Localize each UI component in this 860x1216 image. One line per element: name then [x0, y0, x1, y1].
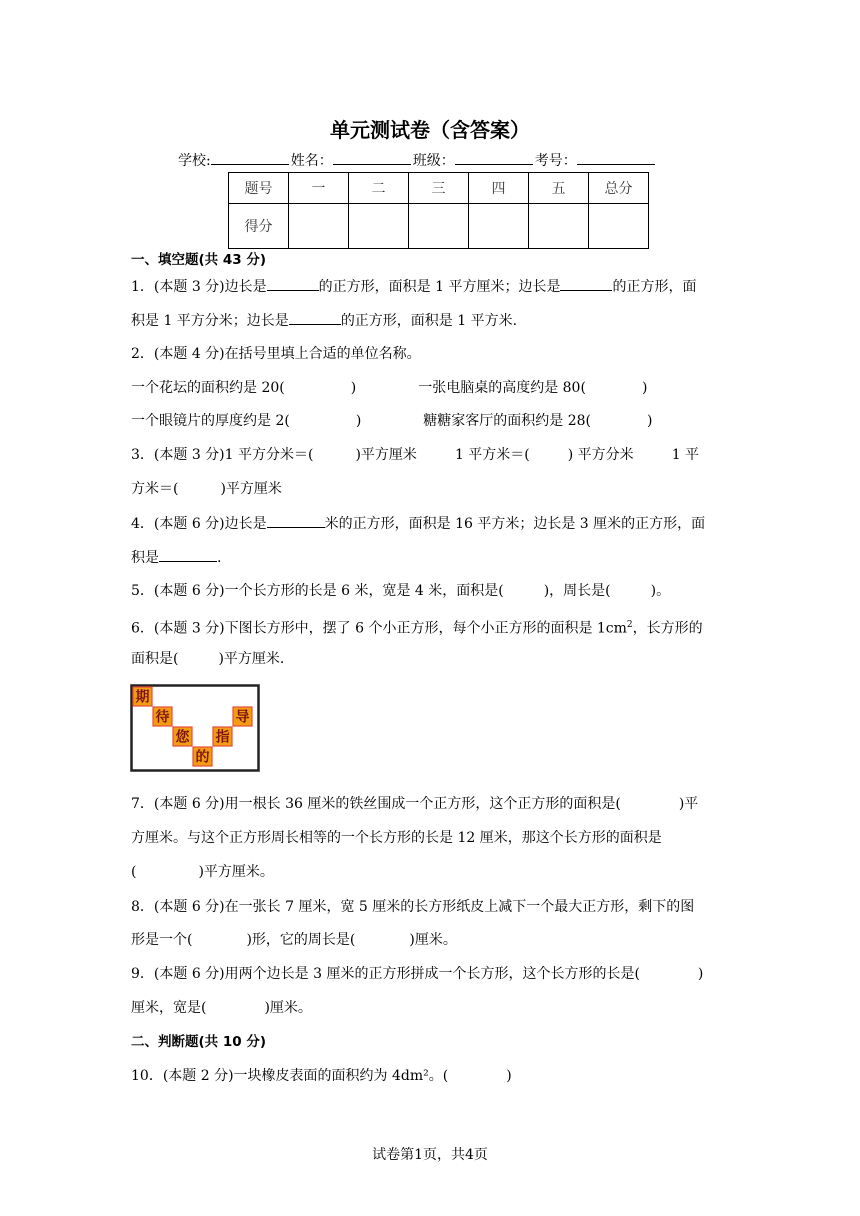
q2-text: )	[641, 380, 648, 396]
square-char: 待	[155, 709, 170, 726]
question-9-line-1	[131, 964, 731, 984]
score-table-header-cell: 二	[349, 173, 409, 204]
q6-text: )平方厘米.	[218, 651, 285, 667]
question-6-line-1	[131, 615, 731, 639]
q3-text: 1 平方米＝(	[454, 447, 530, 463]
q5-text: )。	[650, 583, 671, 599]
score-cell[interactable]	[409, 204, 469, 249]
q2-text: 一张电脑桌的高度约是 80(	[418, 380, 586, 396]
q9-text: )	[697, 966, 704, 982]
superscript: 2	[626, 620, 633, 630]
q4-text: 4．(本题 6 分)边长是	[131, 516, 267, 532]
rectangle-figure	[130, 684, 260, 772]
answer-blank[interactable]	[289, 310, 341, 325]
page-footer: 试卷第1页，共4页	[372, 1147, 488, 1163]
q2-text: )	[350, 380, 357, 396]
question-3-line-1	[131, 445, 731, 465]
q4-text: 米的正方形，面积是 16 平方米；边长是 3 厘米的正方形，面	[324, 516, 706, 532]
q1-text: 积是 1 平方分米；边长是	[131, 313, 289, 329]
exam-no-blank[interactable]	[577, 150, 655, 165]
answer-blank[interactable]	[159, 547, 217, 562]
q2-text: 一个花坛的面积约是 20(	[131, 380, 285, 396]
score-cell[interactable]	[529, 204, 589, 249]
q9-text: 厘米，宽是(	[131, 1000, 207, 1016]
class-label: 班级：	[412, 153, 455, 169]
q10-text: 10．(本题 2 分)一块橡皮表面的面积约为 4dm²。(	[131, 1068, 449, 1084]
q2-text: 糖糖家客厅的面积约是 28(	[423, 413, 592, 429]
section-heading-true-false: 二、判断题(共 10 分)	[131, 1034, 267, 1050]
score-table-header-row	[229, 173, 649, 204]
square-char: 的	[195, 749, 210, 766]
q3-text: 3．(本题 3 分)1 平方分米＝(	[131, 447, 314, 463]
question-2-line-1	[131, 378, 731, 398]
q5-text: )，周长是(	[543, 583, 611, 599]
answer-blank[interactable]	[560, 276, 612, 291]
q10-text: )	[506, 1068, 512, 1084]
answer-blank[interactable]	[267, 276, 319, 291]
q4-text: .	[217, 550, 222, 566]
question-8-line-1: 8．(本题 6 分)在一张长 7 厘米，宽 5 厘米的长方形纸皮上减下一个最大正方形，剩下的图	[131, 899, 695, 915]
q9-text: 9．(本题 6 分)用两个边长是 3 厘米的正方形拼成一个长方形，这个长方形的长是(	[131, 966, 640, 982]
q1-text: 的正方形，面	[612, 279, 697, 295]
q3-text: )平方厘米	[220, 481, 282, 497]
score-cell[interactable]	[349, 204, 409, 249]
question-7-line-1	[131, 794, 731, 814]
question-6-line-2	[131, 649, 731, 669]
question-8-line-2	[131, 930, 731, 950]
question-1-line-1	[131, 276, 731, 297]
score-table-header-cell: 五	[529, 173, 589, 204]
question-10	[131, 1066, 731, 1086]
q3-text: )平方厘米	[355, 447, 417, 463]
name-blank[interactable]	[333, 150, 411, 165]
answer-blank[interactable]	[267, 513, 325, 528]
question-2-stem: 2．(本题 4 分)在括号里填上合适的单位名称。	[131, 346, 421, 362]
question-4-line-2	[131, 547, 731, 568]
q2-text: )	[355, 413, 362, 429]
school-label: 学校:	[178, 153, 211, 169]
question-7-line-2: 方厘米。与这个正方形周长相等的一个长方形的长是 12 厘米，那这个长方形的面积是	[131, 830, 662, 846]
q1-text: 1．(本题 3 分)边长是	[131, 279, 267, 295]
score-cell[interactable]	[289, 204, 349, 249]
score-table-header-cell: 三	[409, 173, 469, 204]
question-7-line-3	[131, 862, 731, 882]
question-2-line-2	[131, 411, 731, 431]
square-char: 导	[235, 709, 250, 726]
section-heading-fill-in: 一、填空题(共 43 分)	[131, 252, 267, 268]
q2-text: )	[647, 413, 653, 429]
score-table-score-row	[229, 204, 649, 249]
q9-text: )厘米。	[264, 1000, 312, 1016]
score-table-header-cell: 总分	[589, 173, 649, 204]
square-char: 指	[215, 729, 230, 746]
page-title: 单元测试卷（含答案）	[330, 118, 530, 142]
q8-text: 形是一个(	[131, 932, 193, 948]
question-1-line-2	[131, 310, 731, 331]
q7-text: )平	[678, 796, 699, 812]
score-table-header-cell: 一	[289, 173, 349, 204]
question-5	[131, 581, 731, 601]
q4-text: 积是	[131, 550, 159, 566]
score-table-header-cell: 四	[469, 173, 529, 204]
score-cell[interactable]	[469, 204, 529, 249]
score-cell[interactable]	[589, 204, 649, 249]
exam-no-label: 考号：	[534, 153, 577, 169]
name-label: 姓名：	[290, 153, 333, 169]
question-4-line-1	[131, 513, 731, 534]
q6-text: ，长方形的	[632, 620, 703, 637]
score-table-header-cell: 题号	[229, 173, 289, 204]
q1-text: 的正方形，面积是 1 平方厘米；边长是	[318, 279, 561, 295]
q6-text: 面积是(	[131, 651, 179, 667]
q6-text: 6．(本题 3 分)下图长方形中，摆了 6 个小正方形，每个小正方形的面积是 1cm	[131, 620, 627, 637]
q1-text: 的正方形，面积是 1 平方米.	[340, 313, 518, 329]
student-info-line	[178, 150, 657, 170]
q3-text: ) 平方分米	[567, 447, 634, 463]
q7-text: )平方厘米。	[198, 864, 274, 880]
q8-text: )厘米。	[409, 932, 457, 948]
question-3-line-2	[131, 479, 731, 499]
class-blank[interactable]	[455, 150, 533, 165]
q7-text: (	[131, 864, 137, 880]
q8-text: )形，它的周长是(	[246, 932, 356, 948]
score-row-label: 得分	[229, 204, 289, 249]
q5-text: 5．(本题 6 分)一个长方形的长是 6 米，宽是 4 米，面积是(	[131, 583, 504, 599]
q7-text: 7．(本题 6 分)用一根长 36 厘米的铁丝围成一个正方形，这个正方形的面积是(	[131, 796, 621, 812]
q3-text: 方米＝(	[131, 481, 179, 497]
school-blank[interactable]	[211, 150, 289, 165]
square-char: 您	[175, 729, 190, 746]
q2-text: 一个眼镜片的厚度约是 2(	[131, 413, 290, 429]
q3-text: 1 平	[671, 447, 700, 463]
score-table	[228, 172, 649, 249]
question-9-line-2	[131, 998, 731, 1018]
square-char: 期	[135, 689, 150, 706]
